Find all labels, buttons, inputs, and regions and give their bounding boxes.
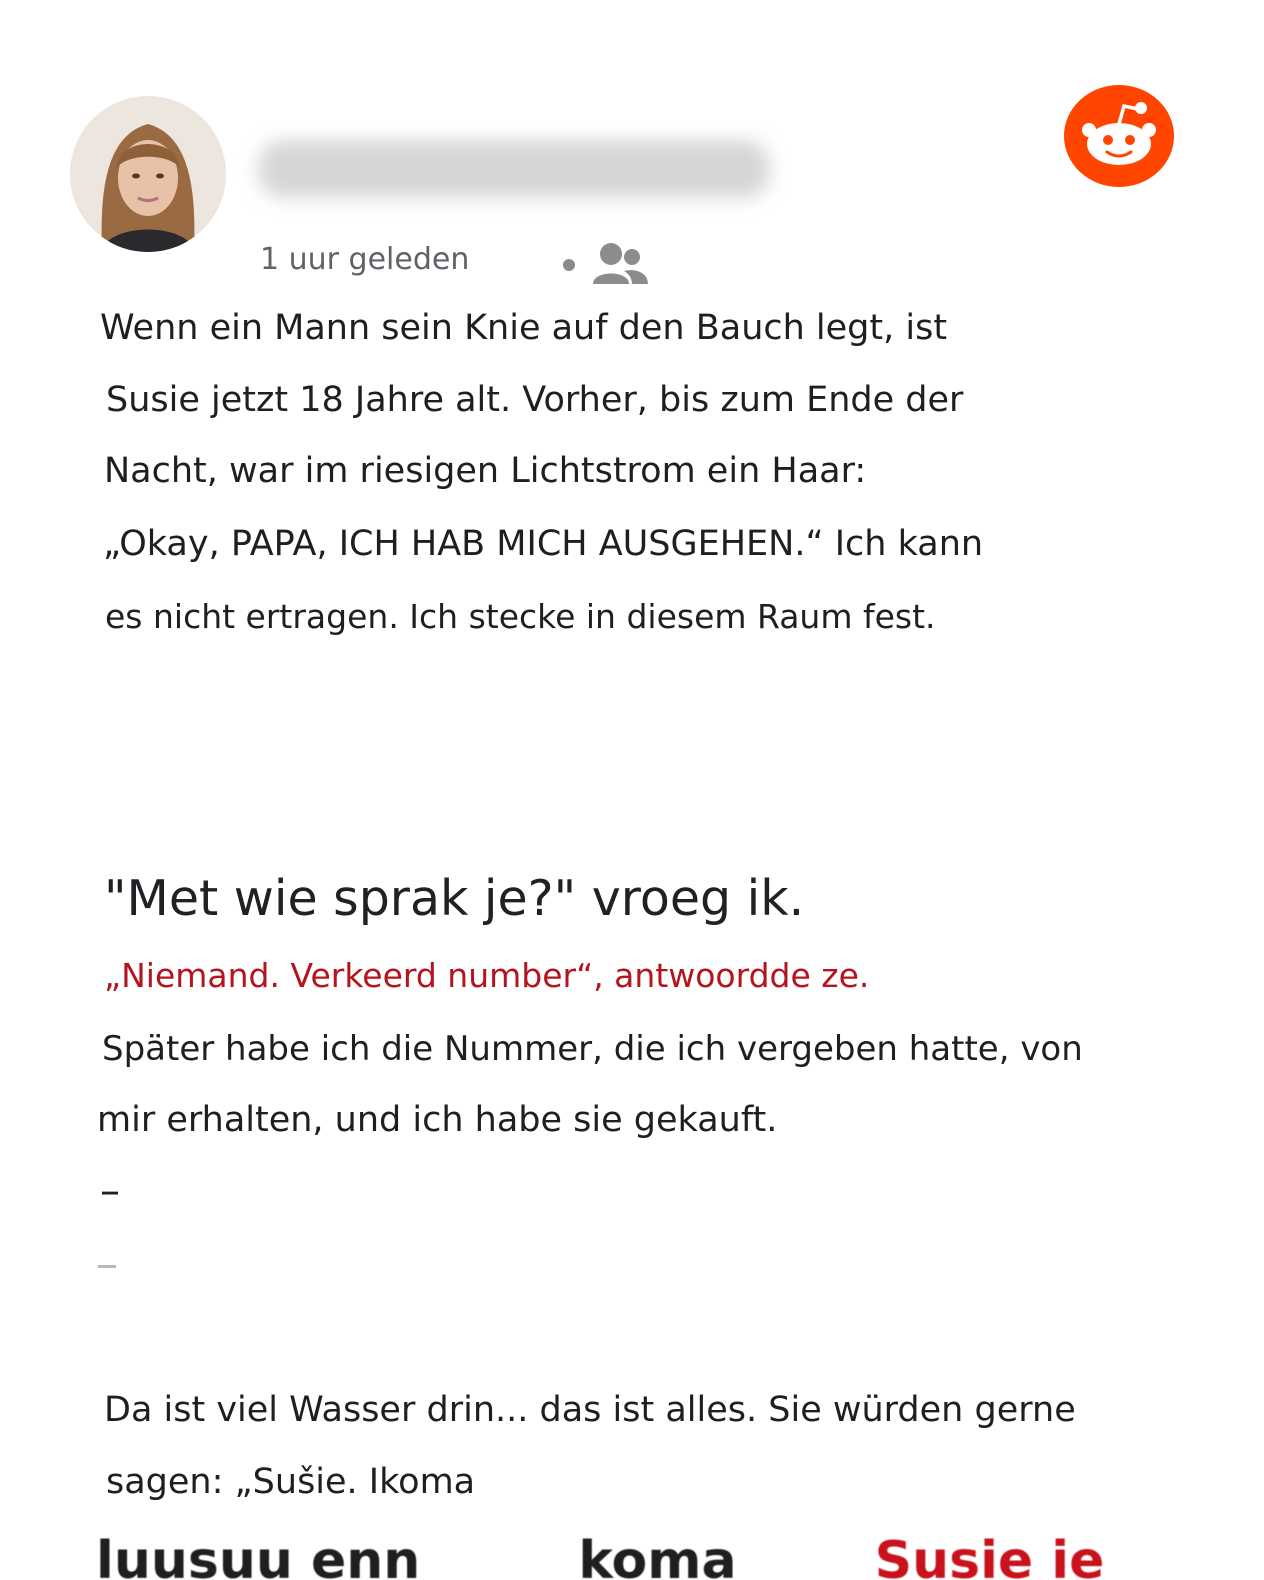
cutoff-line (96, 1535, 1104, 1580)
question-heading: "Met wie sprak je?" vroeg ik. (104, 870, 805, 927)
body-line: sagen: „Sušie. Ikoma (106, 1462, 476, 1502)
body-line: es nicht ertragen. Ich stecke in diesem Raum fest. (105, 597, 936, 636)
cutoff-part: Susie ie (874, 1535, 1105, 1580)
cutoff-part: luusuu enn (96, 1535, 421, 1580)
timestamp: 1 uur geleden (260, 242, 470, 277)
separator-dot (563, 259, 575, 271)
body-line: Nacht, war im riesigen Lichtstrom ein Haar: (104, 451, 867, 491)
answer-line: „Niemand. Verkeerd number“, antwoordde ze. (104, 956, 870, 995)
body-line: „Okay, PAPA, ICH HAB MICH AUSGEHEN.“ Ich kann (103, 524, 984, 564)
dash: – (100, 1168, 120, 1214)
people-icon[interactable] (592, 240, 648, 294)
body-line: Susie jetzt 18 Jahre alt. Vorher, bis zum Ende der (106, 380, 964, 420)
avatar[interactable] (70, 96, 226, 252)
body-line: mir erhalten, und ich habe sie gekauft. (97, 1100, 778, 1140)
reddit-icon[interactable] (1063, 84, 1175, 192)
faint-mark (98, 1265, 116, 1268)
username[interactable] (258, 140, 770, 198)
cutoff-part: koma (578, 1535, 737, 1580)
body-line: Da ist viel Wasser drin... das ist alles. Sie würden gerne (104, 1390, 1076, 1430)
body-line: Wenn ein Mann sein Knie auf den Bauch legt, ist (100, 308, 948, 348)
body-line: Später habe ich die Nummer, die ich vergeben hatte, von (102, 1029, 1083, 1069)
